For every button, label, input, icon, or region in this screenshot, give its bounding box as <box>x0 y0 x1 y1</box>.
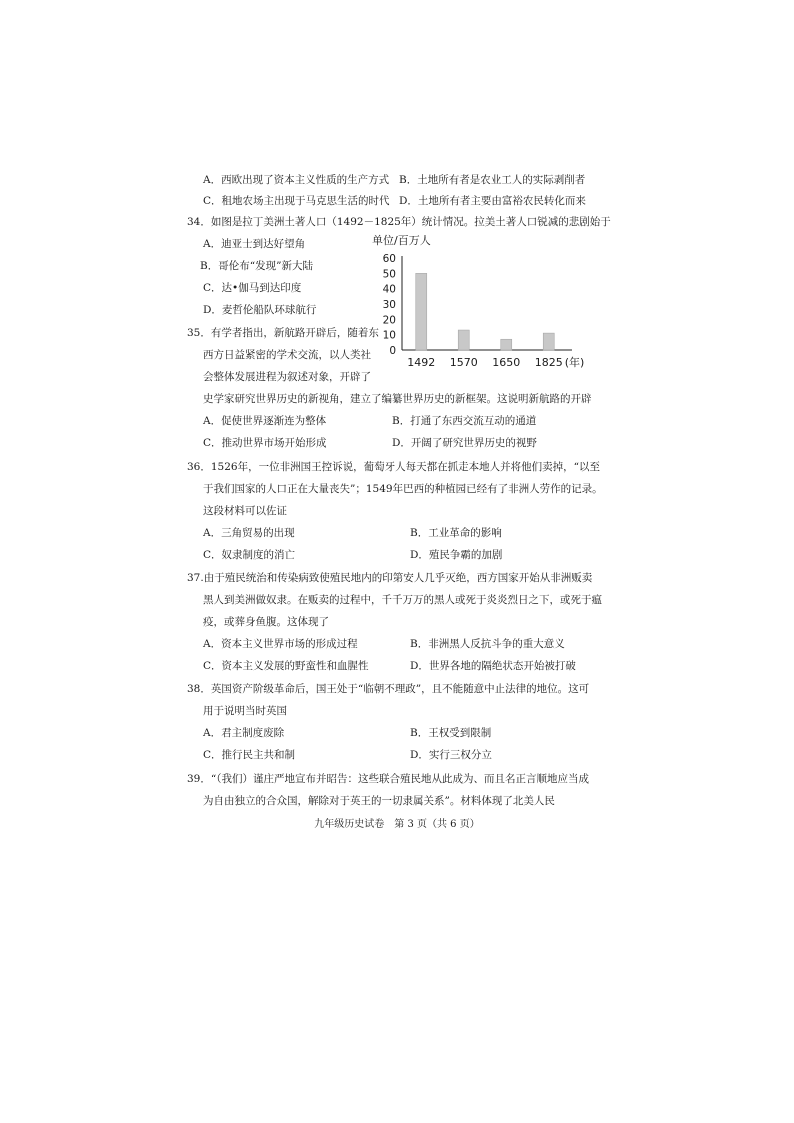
q34-option-b: B．哥伦布“发现”新大陆 <box>200 260 313 272</box>
q34-option-c: C．达•伽马到达印度 <box>203 282 302 294</box>
q36-option-a: A．三角贸易的出现 <box>203 527 295 539</box>
q34-option-a: A．迪亚士到达好望角 <box>203 238 306 250</box>
q39-stem-line1: 39．“（我们）谨庄严地宣布并昭告：这些联合殖民地从此成为、而且名正言顺地应当成 <box>187 773 589 785</box>
chart-bar-1492 <box>416 273 427 350</box>
q38-stem-line1: 38．英国资产阶级革命后，国王处于“临朝不理政”，且不能随意中止法律的地位。这可 <box>187 683 590 695</box>
chart-xtick-label: 1570 <box>449 356 478 369</box>
chart-bar-1570 <box>458 330 469 350</box>
q33-option-c: C．租地农场主出现于马克思生活的时代 <box>203 195 390 207</box>
q35-option-b: B．打通了东西交流互动的通道 <box>392 415 537 427</box>
population-bar-chart <box>358 232 620 372</box>
q38-option-c: C．推行民主共和制 <box>203 749 296 761</box>
q34-option-d: D．麦哲伦船队环球航行 <box>203 304 317 316</box>
q35-stem-line3: 会整体发展进程为叙述对象，开辟了 <box>203 371 371 383</box>
chart-xtick-label: 1650 <box>492 356 521 369</box>
chart-ytick-label: 0 <box>389 345 396 357</box>
q33-option-d: D．土地所有者主要由富裕农民转化而来 <box>399 195 586 207</box>
q37-option-c: C．资本主义发展的野蛮性和血腥性 <box>203 660 369 672</box>
page-footer: 九年级历史试卷 第 3 页（共 6 页） <box>314 819 480 830</box>
q38-option-d: D．实行三权分立 <box>410 749 492 761</box>
q33-option-a: A．西欧出现了资本主义性质的生产方式 <box>203 174 390 186</box>
q35-stem-line1: 35．有学者指出，新航路开辟后，随着东 <box>187 327 379 339</box>
q37-option-b: B．非洲黑人反抗斗争的重大意义 <box>410 638 565 650</box>
q38-option-a: A．君主制度废除 <box>203 727 285 739</box>
q36-option-c: C．奴隶制度的消亡 <box>203 549 296 561</box>
chart-xtick-label: 1492 <box>407 356 436 369</box>
q36-stem-line1: 36．1526年，一位非洲国王控诉说，葡萄牙人每天都在抓走本地人并将他们卖掉，“以至 <box>187 461 600 473</box>
chart-ytick-label: 10 <box>382 329 396 342</box>
q34-stem: 34．如图是拉丁美洲土著人口（1492－1825年）统计情况。拉美土著人口锐减的悲剧始于 <box>187 216 611 228</box>
chart-ytick-label: 40 <box>382 283 396 296</box>
chart-ytick-label: 30 <box>382 299 396 311</box>
q35-stem-line4: 史学家研究世界历史的新视角，建立了编纂世界历史的新框架。这说明新航路的开辟 <box>203 393 592 405</box>
chart-xtick-label: 1825 <box>534 356 563 369</box>
q36-stem-line3: 这段材料可以佐证 <box>203 505 287 517</box>
chart-xlabel: (年) <box>564 356 585 369</box>
q35-option-a: A．促使世界逐渐连为整体 <box>203 415 327 427</box>
chart-ytick-label: 60 <box>382 253 396 265</box>
q37-stem-line3: 疫，或葬身鱼腹。这体现了 <box>203 616 329 628</box>
q35-option-c: C．推动世界市场开始形成 <box>203 437 327 449</box>
chart-bar-1825 <box>543 333 554 350</box>
q36-option-b: B．工业革命的影响 <box>410 527 502 539</box>
q38-option-b: B．王权受到限制 <box>410 727 492 739</box>
q38-stem-line2: 用于说明当时英国 <box>203 705 287 717</box>
chart-svg <box>358 232 620 372</box>
q35-stem-line2: 西方日益紧密的学术交流，以人类社 <box>203 349 371 361</box>
q37-stem-line2: 黑人到美洲做奴隶。在贩卖的过程中，千千万万的黑人或死于炎炎烈日之下，或死于瘟 <box>203 594 602 606</box>
chart-ylabel: 单位/百万人 <box>372 234 431 247</box>
q35-option-d: D．开阔了研究世界历史的视野 <box>392 437 537 449</box>
q37-option-d: D．世界各地的隔绝状态开始被打破 <box>410 660 576 672</box>
q33-option-b: B．土地所有者是农业工人的实际剥削者 <box>399 174 586 186</box>
q36-stem-line2: 于我们国家的人口正在大量丧失”；1549年巴西的种植园已经有了非洲人劳作的记录。 <box>203 483 603 495</box>
q39-stem-line2: 为自由独立的合众国，解除对于英王的一切隶属关系”。材料体现了北美人民 <box>203 795 555 807</box>
chart-ytick-label: 20 <box>382 314 396 327</box>
q36-option-d: D．殖民争霸的加剧 <box>410 549 503 561</box>
q37-option-a: A．资本主义世界市场的形成过程 <box>203 638 358 650</box>
chart-ytick-label: 50 <box>382 268 396 281</box>
q37-stem-line1: 37.由于殖民统治和传染病致使殖民地内的印第安人几乎灭绝，西方国家开始从非洲贩卖 <box>187 572 593 584</box>
chart-bar-1650 <box>501 339 512 350</box>
